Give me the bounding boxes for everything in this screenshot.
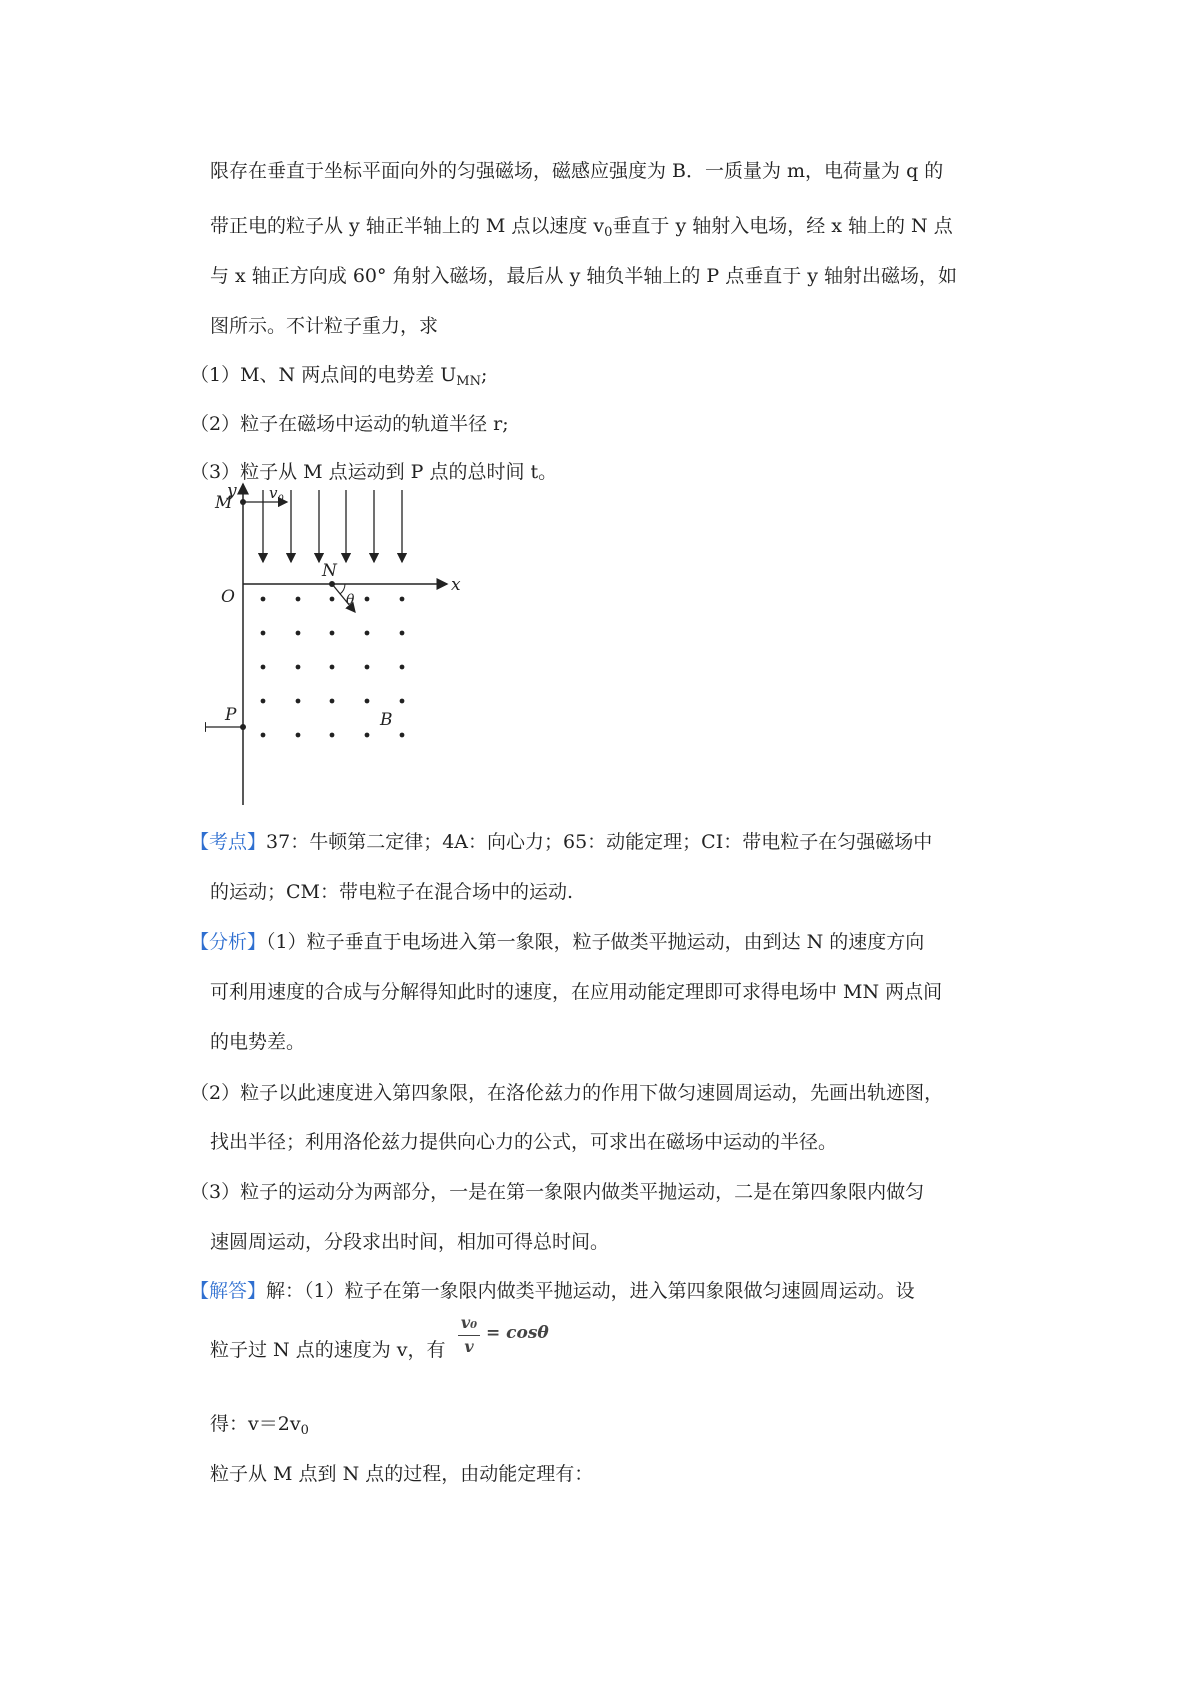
- equation-numerator: v₀: [460, 1313, 478, 1332]
- subscript: MN: [456, 374, 481, 389]
- field-dot: [330, 699, 335, 704]
- fenxi-tag: 【分析】: [190, 931, 267, 953]
- last-line: 粒子从 M 点到 N 点的过程，由动能定理有：: [210, 1463, 594, 1485]
- field-dot: [261, 631, 266, 636]
- field-dot: [400, 597, 405, 602]
- n-label: N: [322, 561, 337, 581]
- question-2: （2）粒子在磁场中运动的轨道半径 r;: [190, 413, 509, 435]
- field-dot: [296, 733, 301, 738]
- field-dot: [365, 597, 370, 602]
- field-dot: [261, 665, 266, 670]
- analysis-line: （3）粒子的运动分为两部分，一是在第一象限内做类平抛运动，二是在第四象限内做匀: [190, 1181, 925, 1203]
- x-label: x: [451, 575, 461, 595]
- field-dot: [365, 665, 370, 670]
- field-dot: [400, 631, 405, 636]
- field-dot: [330, 597, 335, 602]
- field-dot: [296, 597, 301, 602]
- analysis-line: （2）粒子以此速度进入第四象限，在洛伦兹力的作用下做匀速圆周运动，先画出轨迹图，: [190, 1082, 944, 1104]
- question-1: [190, 363, 487, 394]
- text-segment: ;: [480, 364, 488, 386]
- problem-line: 与 x 轴正方向成 60° 角射入磁场，最后从 y 轴负半轴上的 P 点垂直于 y 轴射出磁场，如: [210, 265, 958, 287]
- field-dot: [261, 699, 266, 704]
- p-label: P: [225, 705, 237, 725]
- problem-line: 图所示。不计粒子重力，求: [210, 315, 439, 337]
- problem-line: [210, 214, 953, 245]
- text-segment: 37：牛顿第二定律；4A：向心力；65：动能定理；CI：带电粒子在匀强磁场中: [266, 831, 933, 853]
- text-segment: 带正电的粒子从 y 轴正半轴上的 M 点以速度 v: [210, 215, 605, 237]
- field-dot: [400, 699, 405, 704]
- equation-rhs: = cosθ: [486, 1323, 549, 1343]
- fenxi-line: 的电势差。: [210, 1031, 306, 1053]
- equation-denominator: v: [464, 1337, 474, 1356]
- subscript: 0: [300, 1423, 309, 1438]
- jieda-line: [190, 1279, 915, 1303]
- analysis-line: 速圆周运动，分段求出时间，相加可得总时间。: [210, 1231, 610, 1253]
- m-label: M: [215, 493, 233, 513]
- angle-arc: [340, 584, 345, 594]
- y-label: y: [227, 481, 237, 501]
- field-dot: [261, 597, 266, 602]
- kaodian-tag: 【考点】: [190, 831, 267, 853]
- field-dot: [296, 665, 301, 670]
- problem-line: 限存在垂直于坐标平面向外的匀强磁场，磁感应强度为 B．一质量为 m，电荷量为 q 的: [210, 160, 944, 182]
- b-label: B: [380, 710, 393, 730]
- text-segment: 垂直于 y 轴射入电场，经 x 轴上的 N 点: [612, 215, 953, 237]
- field-dot: [365, 631, 370, 636]
- field-dot: [365, 733, 370, 738]
- physics-diagram: [205, 480, 465, 810]
- field-dot: [400, 733, 405, 738]
- text-segment: 得：v＝2v: [210, 1413, 301, 1435]
- fenxi-line: [190, 930, 924, 954]
- fraction-bar: [458, 1335, 480, 1336]
- kaodian-line: 的运动；CM：带电粒子在混合场中的运动.: [210, 881, 574, 903]
- o-label: O: [221, 587, 235, 607]
- text-segment: （1）粒子垂直于电场进入第一象限，粒子做类平抛运动，由到达 N 的速度方向: [266, 931, 925, 953]
- question-3: （3）粒子从 M 点运动到 P 点的总时间 t。: [190, 461, 558, 483]
- kaodian-line: [190, 830, 932, 854]
- fenxi-line: 可利用速度的合成与分解得知此时的速度，在应用动能定理即可求得电场中 MN 两点间: [210, 981, 943, 1003]
- field-dot: [330, 733, 335, 738]
- field-dot: [330, 631, 335, 636]
- result-line: [210, 1412, 309, 1443]
- jieda-line: 粒子过 N 点的速度为 v，有: [210, 1339, 446, 1361]
- analysis-line: 找出半径；利用洛伦兹力提供向心力的公式，可求出在磁场中运动的半径。: [210, 1131, 838, 1153]
- field-dot: [330, 665, 335, 670]
- field-dot: [296, 631, 301, 636]
- field-dot: [261, 733, 266, 738]
- subscript: 0: [604, 225, 613, 240]
- v-label: $v_0$: [269, 484, 284, 505]
- field-dot: [400, 665, 405, 670]
- jieda-tag: 【解答】: [190, 1280, 267, 1302]
- field-dot: [296, 699, 301, 704]
- equation: [458, 1313, 558, 1359]
- field-dot: [365, 699, 370, 704]
- text-segment: 解：（1）粒子在第一象限内做类平抛运动，进入第四象限做匀速圆周运动。设: [266, 1280, 915, 1302]
- text-segment: （1）M、N 两点间的电势差 U: [190, 364, 457, 386]
- theta-label: θ: [346, 592, 355, 608]
